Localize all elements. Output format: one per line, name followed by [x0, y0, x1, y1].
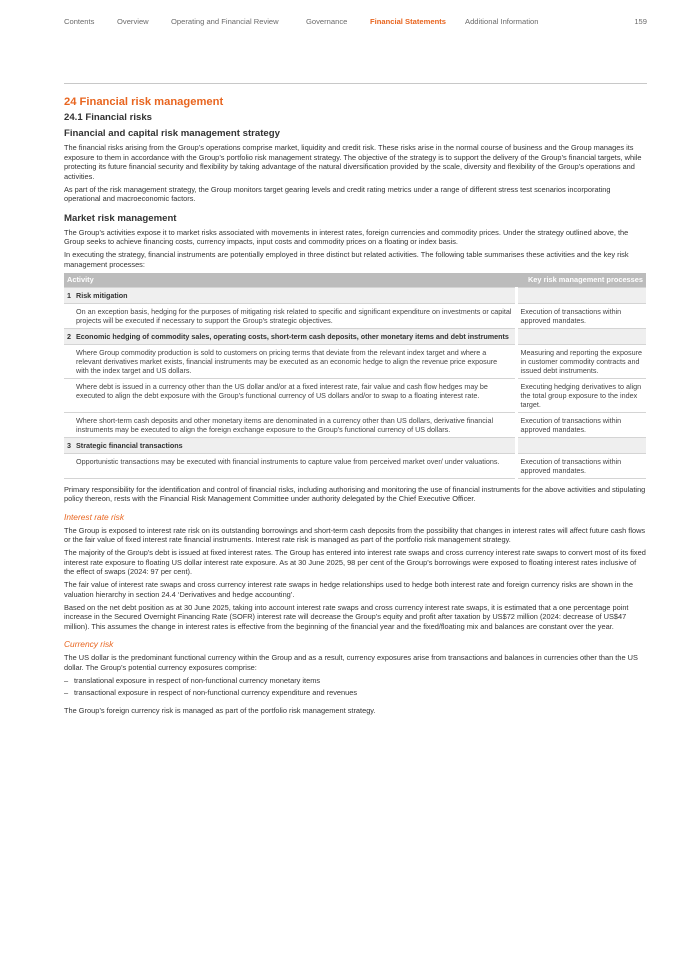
nav-contents[interactable]: Contents	[64, 17, 95, 26]
list-item: – translational exposure in respect of non-functional currency monetary items	[64, 676, 646, 686]
list-item: – transactional exposure in respect of non-functional currency expenditure and revenues	[64, 688, 646, 698]
section-title: 24 Financial risk management	[64, 96, 224, 108]
interest-paragraph: Based on the net debt position as at 30 June 2025, taking into account interest rate swaps and cross currency interest rate swaps, it is estimated that a one percentage point increase in the Secured Overnight Financing Rate (SOFR) interest rate will decrease the Group’s equity and profit after taxation by US$72 million (2024: decrease of US$47 million). This assumes the change in interest rates is effective from the beginning of the financial year and the fixed/floating mix and balances are constant over the year.	[64, 602, 629, 631]
activity-cell: Opportunistic transactions may be executed with financial instruments to capture value from perceived market over/ under valuations.	[64, 453, 516, 478]
table-row	[64, 453, 646, 478]
process-cell: Execution of transactions within approved mandates.	[516, 412, 646, 437]
table-section-row	[64, 328, 646, 344]
currency-exposure-list	[64, 676, 646, 698]
table-section-row	[64, 287, 646, 303]
risk-activities-table	[64, 273, 646, 479]
strategy-paragraph: As part of the risk management strategy, the Group monitors target gearing levels and credit rating metrics under a range of different stress test scenarios incorporating operational and macroeconomic factors.	[64, 184, 611, 203]
interest-paragraph: The majority of the Group’s debt is issued at fixed interest rates. The Group has entered into interest rate swaps and cross currency interest rate swaps to convert most of its fixed interest rate exposure to floating US dollar interest rate exposure. As at 30 June 2025, 98 per cent of the Group’s borrowings were exposed to floating interest rates inclusive of the effect of swaps (2024: 97 per cent).	[64, 548, 646, 576]
currency-risk-heading: Currency risk	[64, 639, 114, 649]
main-content	[64, 95, 646, 719]
nav-overview[interactable]: Overview	[117, 17, 149, 26]
section-label: Risk mitigation	[76, 290, 128, 300]
strategy-paragraph: The financial risks arising from the Group’s operations comprise market, liquidity and credit risk. These risks arise in the normal course of business and the Group manages its exposure to them in accordance with the Group’s portfolio risk management strategy. The objective of the strategy is to support the delivery of the Group’s financial targets, while protecting its future financial security and flexibility by taking advantage of the natural diversification provided by the scale, diversity and flexibility of the Group’s operations and activities.	[64, 143, 642, 181]
header-divider	[64, 83, 647, 84]
nav-additional-information[interactable]: Additional Information	[465, 17, 539, 26]
section-number: 3	[67, 440, 71, 450]
header-activity: Activity	[64, 273, 516, 288]
interest-paragraph: The fair value of interest rate swaps and cross currency interest rate swaps in hedge relationships used to hedge both interest rate and foreign currency risks are shown in the valuation hierarchy in section 24.4 ‘Derivatives and hedge accounting’.	[64, 580, 633, 599]
table-row	[64, 344, 646, 378]
section-number: 2	[67, 331, 71, 341]
responsibility-paragraph: Primary responsibility for the identification and control of financial risks, including authorising and monitoring the use of financial instruments for the above activities and stipulating policy thereon, rests with the Financial Risk Management Committee under authority delegated by the Chief Executive Officer.	[64, 484, 646, 503]
interest-rate-risk-heading: Interest rate risk	[64, 511, 125, 522]
nav-governance[interactable]: Governance	[306, 17, 348, 26]
market-risk-heading: Market risk management	[64, 212, 177, 224]
top-navigation	[64, 17, 647, 31]
activity-cell: Where Group commodity production is sold to customers on pricing terms that deviate from the relevant index target and where a relevant derivatives market exists, financial instruments may be executed as an economic hedge to align the revenue price exposure with the index target and US dollars.	[64, 344, 516, 378]
currency-closing: The Group’s foreign currency risk is managed as part of the portfolio risk management strategy.	[64, 705, 376, 715]
interest-paragraph: The Group is exposed to interest rate risk on its outstanding borrowings and short-term cash deposits from the possibility that changes in interest rates will affect future cash flows or the fair value of fixed interest rate financial instruments. Interest rate risk is managed as part of the portfolio risk management strategy.	[64, 525, 646, 544]
section-subtitle: 24.1 Financial risks	[64, 112, 152, 123]
section-cell	[64, 328, 516, 344]
table-section-row	[64, 437, 646, 453]
section-cell	[64, 287, 516, 303]
activity-cell: Where debt is issued in a currency other than the US dollar and/or at a fixed interest rate, fair value and cash flow hedges may be executed to align the debt exposure with the Group’s functional currency of US dollars and/or to swap to a floating interest rate.	[64, 378, 516, 412]
section-label: Strategic financial transactions	[76, 440, 183, 450]
section-cell	[64, 437, 516, 453]
activity-cell: Where short-term cash deposits and other monetary items are denominated in a currency other than US dollars, derivative financial instruments may be executed to align the foreign exchange exposure to the Group’s functional currency of US dollars.	[64, 412, 516, 437]
process-cell: Execution of transactions within approved mandates.	[516, 453, 646, 478]
process-cell: Execution of transactions within approved mandates.	[516, 303, 646, 328]
strategy-heading: Financial and capital risk management strategy	[64, 128, 280, 139]
header-processes: Key risk management processes	[516, 273, 646, 288]
table-row	[64, 303, 646, 328]
nav-operating-financial-review[interactable]: Operating and Financial Review	[171, 17, 279, 26]
table-row	[64, 412, 646, 437]
page-number: 159	[634, 17, 647, 26]
table-header-row	[64, 273, 646, 288]
section-number: 1	[67, 290, 71, 300]
activity-cell: On an exception basis, hedging for the purposes of mitigating risk related to specific and significant expenditure on investments or capital projects will be executed if necessary to support the Group’s strategic objectives.	[64, 303, 516, 328]
section-label: Economic hedging of commodity sales, operating costs, short-term cash deposits, other monetary items and debt instruments	[76, 331, 509, 341]
nav-financial-statements[interactable]: Financial Statements	[370, 17, 446, 26]
currency-intro: The US dollar is the predominant functional currency within the Group and as a result, currency exposures arise from transactions and balances in currencies other than the US dollar. The Group’s potential currency exposures comprise:	[64, 653, 638, 672]
table-row	[64, 378, 646, 412]
process-cell: Measuring and reporting the exposure in customer commodity contracts and issued debt instruments.	[516, 344, 646, 378]
market-paragraph: In executing the strategy, financial instruments are potentially employed in three distinct but related activities. The following table summarises these activities and the key risk management processes:	[64, 250, 629, 269]
market-paragraph: The Group’s activities expose it to market risks associated with movements in interest rates, foreign currencies and commodity prices. Under the strategy outlined above, the Group seeks to achieve financing costs, currency impacts, input costs and commodity prices on a floating or index basis.	[64, 227, 629, 246]
process-cell: Executing hedging derivatives to align the total group exposure to the index target.	[516, 378, 646, 412]
